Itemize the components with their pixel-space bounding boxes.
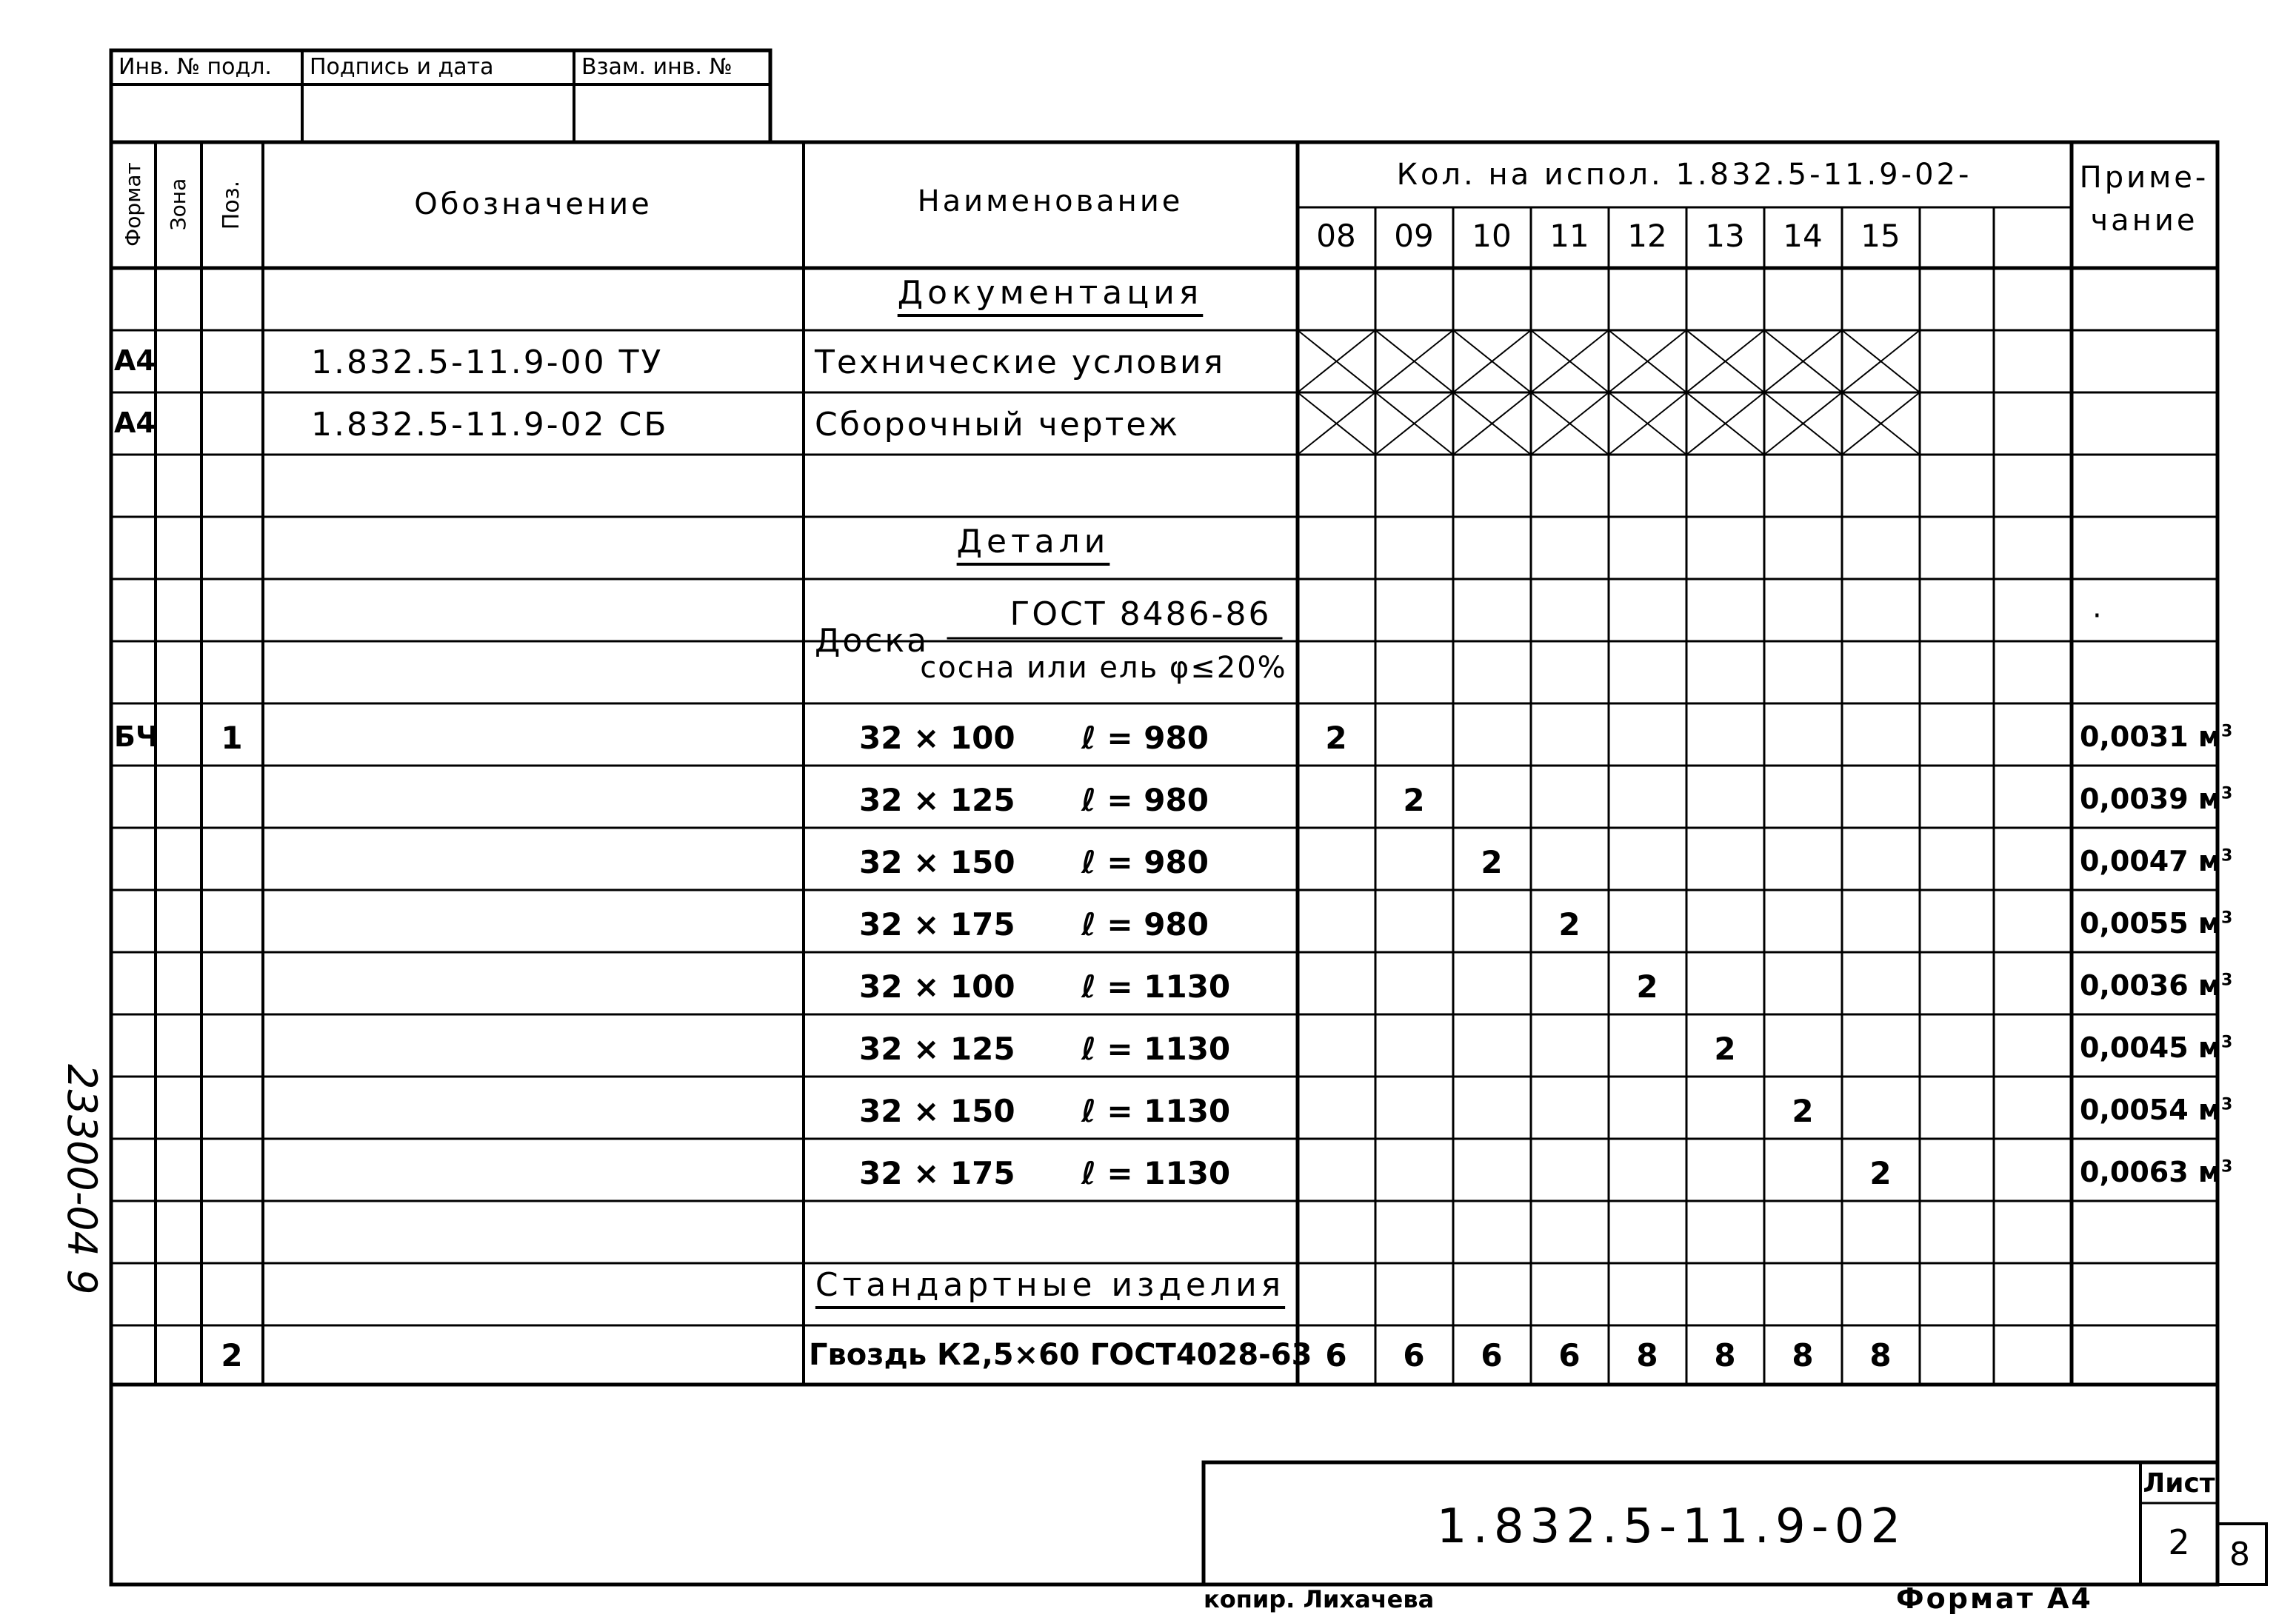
part-volume [2080, 1158, 2232, 1186]
doc-designation-2: 1.832.5-11.9-02 СБ [311, 406, 669, 444]
sheet-label: Лист [2143, 1468, 2215, 1499]
part-qty: 2 [1792, 1093, 1814, 1129]
part-length: ℓ = 1130 [1081, 1155, 1231, 1191]
board-label: Доска [815, 622, 930, 660]
part-volume-unit-exponent: 3 [2220, 908, 2233, 928]
part-length: ℓ = 980 [1081, 906, 1209, 943]
part-qty: 2 [1325, 720, 1347, 756]
stamp-vzam-label: Взам. инв. № [581, 54, 732, 80]
stamp-sign-label: Подпись и дата [310, 54, 494, 80]
nail-name: Гвоздь К2,5×60 ГОСТ4028-63 [809, 1338, 1312, 1372]
doc-designation-1: 1.832.5-11.9-00 ТУ [311, 344, 664, 381]
part-length: ℓ = 1130 [1081, 1031, 1231, 1067]
part-volume [2080, 1096, 2232, 1124]
part-volume [2080, 785, 2232, 813]
part-qty: 2 [1636, 968, 1658, 1005]
section-standard: Стандартные изделия [815, 1266, 1286, 1304]
part-length: ℓ = 980 [1081, 720, 1209, 756]
doc-format-2: А4 [114, 406, 156, 439]
part-volume-unit-exponent: 3 [2220, 1033, 2233, 1052]
nail-qty-13: 8 [1714, 1337, 1736, 1373]
nail-qty-11: 6 [1558, 1337, 1581, 1373]
part-qty: 2 [1403, 782, 1425, 818]
part-volume-value: 0,0055 м [2080, 907, 2221, 940]
corner-number: 8 [2229, 1536, 2250, 1573]
nail-qty-10: 6 [1481, 1337, 1503, 1373]
part-pos: 1 [221, 720, 243, 756]
variant-header-10: 10 [1472, 218, 1512, 254]
nail-qty-14: 8 [1792, 1337, 1814, 1373]
nail-qty-12: 8 [1636, 1337, 1658, 1373]
nail-qty-08: 6 [1325, 1337, 1347, 1373]
title-designation: 1.832.5-11.9-02 [1436, 1499, 1907, 1554]
section-details: Детали [956, 523, 1110, 560]
header-designation: Обозначение [414, 187, 653, 221]
part-size: 32 × 175 [859, 1155, 1015, 1191]
variant-header-09: 09 [1394, 218, 1434, 254]
part-size: 32 × 175 [859, 906, 1015, 943]
header-note-line1: Приме- [2079, 161, 2209, 195]
part-volume [2080, 971, 2232, 1000]
part-qty: 2 [1481, 844, 1503, 880]
part-volume-value: 0,0031 м [2080, 720, 2221, 753]
part-format: БЧ [114, 720, 158, 753]
part-volume-value: 0,0036 м [2080, 969, 2221, 1002]
part-volume-unit-exponent: 3 [2220, 784, 2233, 803]
part-volume-unit-exponent: 3 [2220, 722, 2233, 741]
header-name: Наименование [917, 184, 1184, 218]
part-volume-unit-exponent: 3 [2220, 1095, 2233, 1114]
part-volume-unit-exponent: 3 [2220, 1157, 2233, 1177]
part-volume-unit-exponent: 3 [2220, 971, 2233, 990]
part-size: 32 × 150 [859, 1093, 1015, 1129]
header-note-line2: чание [2090, 204, 2198, 238]
copied-by: копир. Лихачева [1204, 1585, 1435, 1613]
nail-qty-09: 6 [1403, 1337, 1425, 1373]
variant-header-15: 15 [1861, 218, 1900, 254]
part-volume [2080, 907, 2233, 940]
nail-pos: 2 [221, 1337, 243, 1373]
part-volume-value: 0,0063 м [2080, 1156, 2221, 1188]
part-volume-value: 0,0045 м [2080, 1031, 2221, 1064]
part-volume-value: 0,0054 м [2080, 1094, 2221, 1126]
part-size: 32 × 100 [859, 968, 1015, 1005]
part-qty: 2 [1558, 906, 1581, 943]
stamp-inv-label: Инв. № подл. [119, 54, 272, 80]
part-length: ℓ = 1130 [1081, 1093, 1231, 1129]
part-volume-unit-exponent: 3 [2220, 846, 2233, 866]
doc-name-1: Технические условия [815, 344, 1226, 381]
doc-name-2: Сборочный чертеж [815, 406, 1181, 444]
variant-header-11: 11 [1549, 218, 1589, 254]
nail-qty-15: 8 [1869, 1337, 1892, 1373]
part-size: 32 × 125 [859, 782, 1015, 818]
part-length: ℓ = 980 [1081, 844, 1209, 880]
header-format: Формат [121, 162, 145, 247]
board-material: сосна или ель φ≤20% [920, 651, 1287, 685]
part-length: ℓ = 1130 [1081, 968, 1231, 1005]
board-standard: ГОСТ 8486-86 [1009, 595, 1272, 633]
header-zone: Зона [166, 178, 190, 231]
part-size: 32 × 125 [859, 1031, 1015, 1067]
side-number: 23300-04 9 [59, 1064, 105, 1295]
doc-format-1: А4 [114, 344, 156, 377]
board-note-dot: · [2092, 599, 2102, 633]
part-length: ℓ = 980 [1081, 782, 1209, 818]
header-qty: Кол. на испол. 1.832.5-11.9-02- [1396, 158, 1972, 192]
format-label: Формат А4 [1896, 1582, 2093, 1615]
sheet-number: 2 [2168, 1522, 2190, 1562]
part-volume [2080, 1031, 2233, 1064]
part-volume [2080, 720, 2233, 753]
variant-header-14: 14 [1783, 218, 1823, 254]
part-qty: 2 [1869, 1155, 1892, 1191]
part-size: 32 × 100 [859, 720, 1015, 756]
part-qty: 2 [1714, 1031, 1736, 1067]
part-volume-value: 0,0047 м [2080, 845, 2221, 877]
part-volume [2080, 847, 2232, 875]
variant-header-13: 13 [1705, 218, 1745, 254]
section-documentation: Документация [897, 274, 1204, 312]
part-size: 32 × 150 [859, 844, 1015, 880]
header-pos: Поз. [218, 180, 244, 230]
variant-header-12: 12 [1627, 218, 1667, 254]
part-volume-value: 0,0039 м [2080, 783, 2221, 815]
variant-header-08: 08 [1316, 218, 1356, 254]
